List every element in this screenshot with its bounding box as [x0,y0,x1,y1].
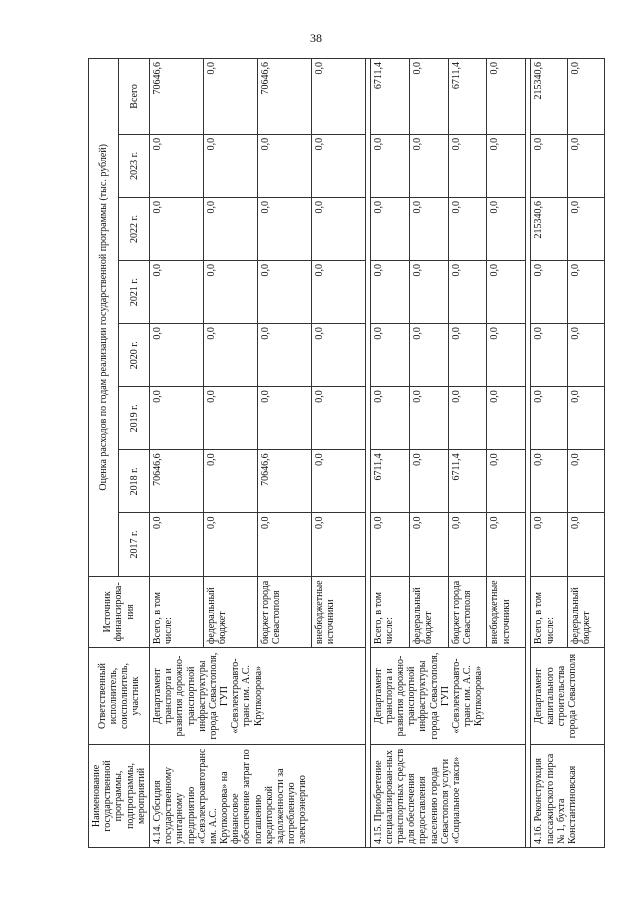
total-value-cell: 0,0 [203,59,257,135]
header-source: Источник финансирова-ния [89,576,150,648]
year-value-cell: 0,0 [149,387,203,450]
header-name: Наименование государственной программы, подпрограммы, мероприятий [89,744,150,847]
total-value-cell: 6711,4 [448,59,487,135]
year-value-cell: 0,0 [409,450,448,513]
year-value-cell: 0,0 [203,324,257,387]
year-value-cell: 0,0 [311,450,365,513]
year-value-cell: 0,0 [487,450,526,513]
year-value-cell: 0,0 [257,134,311,197]
year-value-cell: 0,0 [311,197,365,260]
year-value-cell: 0,0 [257,387,311,450]
year-value-cell: 0,0 [257,261,311,324]
year-value-cell: 215340,6 [531,197,568,260]
executor-cell: Департамент транспорта и развития дорожно-транспортной инфраструктуры города Севастополя, ГУП «Севэлектроавто-транс им. А.С. Крупкоорова» [370,648,526,745]
year-value-cell: 0,0 [448,387,487,450]
year-value-cell: 0,0 [567,513,604,576]
year-value-cell: 0,0 [370,513,409,576]
table-row [370,59,409,848]
year-value-cell: 0,0 [448,513,487,576]
year-value-cell: 0,0 [448,261,487,324]
year-value-cell: 0,0 [567,324,604,387]
year-value-cell: 0,0 [409,197,448,260]
executor-cell: Департамент капитального строительства города Севастополя [531,648,604,745]
year-value-cell: 0,0 [409,387,448,450]
year-value-cell: 0,0 [531,387,568,450]
rotated-table-wrapper [88,58,593,848]
funding-source-cell: внебюджетные источники [311,576,365,648]
table-row [149,59,203,848]
year-value-cell: 0,0 [203,513,257,576]
header-year: 2020 г. [119,324,149,387]
table-body [149,59,604,848]
executor-cell: Департамент транспорта и развития дорожно-транспортной инфраструктуры города Севастополя, ГУП «Севэлектроавто-транс им. А.С. Крупкоорова» [149,648,365,745]
funding-source-cell: Всего, в том числе: [370,576,409,648]
year-value-cell: 0,0 [370,324,409,387]
header-row-top [89,59,119,848]
year-value-cell: 0,0 [409,324,448,387]
year-value-cell: 0,0 [448,324,487,387]
year-value-cell: 0,0 [448,197,487,260]
header-executor: Ответственный исполнитель, соисполнитель, участник [89,648,150,745]
total-value-cell: 70646,6 [149,59,203,135]
year-value-cell: 0,0 [567,134,604,197]
funding-source-cell: бюджет города Севастополя [448,576,487,648]
year-value-cell: 0,0 [257,324,311,387]
year-value-cell: 0,0 [203,197,257,260]
year-value-cell: 0,0 [311,261,365,324]
funding-source-cell: федеральный бюджет [203,576,257,648]
total-value-cell: 0,0 [311,59,365,135]
year-value-cell: 0,0 [567,450,604,513]
table-row [531,59,568,848]
year-value-cell: 0,0 [203,261,257,324]
year-value-cell: 0,0 [370,261,409,324]
year-value-cell: 0,0 [531,513,568,576]
year-value-cell: 0,0 [409,134,448,197]
year-value-cell: 70646,6 [257,450,311,513]
measure-name: 4.14. Субсидия государственному унитарному предприятию «Севэлектроавтотранс им. А.С. Крупкоорова» на финансовое обеспечение затрат по погашению кредиторской задолженности за потребленную электроэнергию [149,744,365,847]
funding-source-cell: внебюджетные источники [487,576,526,648]
year-value-cell: 0,0 [531,324,568,387]
year-value-cell: 0,0 [370,134,409,197]
total-value-cell: 6711,4 [370,59,409,135]
year-value-cell: 0,0 [370,387,409,450]
year-value-cell: 0,0 [409,513,448,576]
year-value-cell: 0,0 [487,387,526,450]
year-value-cell: 0,0 [370,197,409,260]
year-value-cell: 0,0 [149,324,203,387]
funding-source-cell: бюджет города Севастополя [257,576,311,648]
year-value-cell: 0,0 [203,450,257,513]
budget-table [88,58,605,848]
year-value-cell: 0,0 [257,513,311,576]
year-value-cell: 0,0 [203,387,257,450]
year-value-cell: 0,0 [311,324,365,387]
header-year: 2022 г. [119,197,149,260]
year-value-cell: 0,0 [311,513,365,576]
year-value-cell: 0,0 [531,134,568,197]
total-value-cell: 0,0 [567,59,604,135]
year-value-cell: 0,0 [567,261,604,324]
measure-name: 4.16. Реконструкция пассажирского пирса № 1, бухта Константиновская [531,744,604,847]
year-value-cell: 0,0 [487,513,526,576]
header-year: 2019 г. [119,387,149,450]
total-value-cell: 0,0 [409,59,448,135]
year-value-cell: 0,0 [567,197,604,260]
funding-source-cell: федеральный бюджет [567,576,604,648]
header-estimate: Оценка расходов по годам реализации государственной программы (тыс. рублей) [89,59,119,577]
year-value-cell: 0,0 [487,261,526,324]
funding-source-cell: Всего, в том числе: [149,576,203,648]
year-value-cell: 0,0 [149,513,203,576]
year-value-cell: 0,0 [409,261,448,324]
year-value-cell: 6711,4 [448,450,487,513]
header-year: 2017 г. [119,513,149,576]
header-year: 2021 г. [119,261,149,324]
year-value-cell: 6711,4 [370,450,409,513]
year-value-cell: 0,0 [311,387,365,450]
year-value-cell: 0,0 [149,134,203,197]
year-value-cell: 0,0 [487,197,526,260]
year-value-cell: 0,0 [531,261,568,324]
measure-name: 4.15. Приобретение специализирован-ных транспортных средств для обеспечения предоставления населению города Севастополя услуги «Социальное такси» [370,744,526,847]
year-value-cell: 0,0 [448,134,487,197]
year-value-cell: 0,0 [257,197,311,260]
year-value-cell: 0,0 [311,134,365,197]
total-value-cell: 70646,6 [257,59,311,135]
year-value-cell: 0,0 [149,197,203,260]
year-value-cell: 0,0 [487,134,526,197]
total-value-cell: 215340,6 [531,59,568,135]
header-total: Всего [119,59,149,135]
year-value-cell: 0,0 [487,324,526,387]
page-number: 38 [310,31,322,45]
funding-source-cell: Всего, в том числе: [531,576,568,648]
total-value-cell: 0,0 [487,59,526,135]
year-value-cell: 0,0 [567,387,604,450]
year-value-cell: 0,0 [531,450,568,513]
year-value-cell: 70646,6 [149,450,203,513]
header-year: 2018 г. [119,450,149,513]
header-year: 2023 г. [119,134,149,197]
funding-source-cell: федеральный бюджет [409,576,448,648]
year-value-cell: 0,0 [203,134,257,197]
year-value-cell: 0,0 [149,261,203,324]
